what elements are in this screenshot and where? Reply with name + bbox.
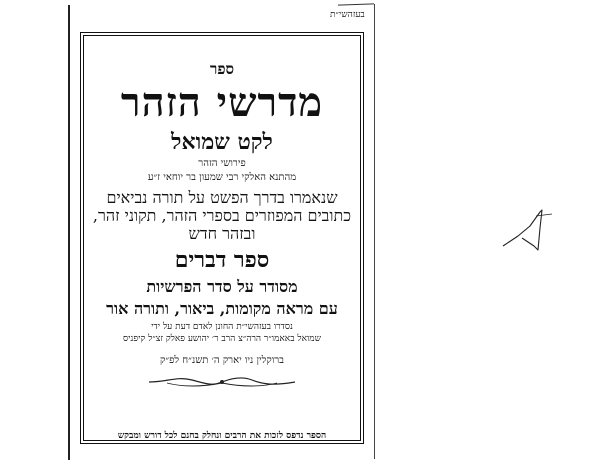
arranged-line: מסודר על סדר הפרשיות: [146, 276, 298, 296]
section-title: ספר דברים: [174, 246, 270, 273]
handwritten-scribble-icon: [500, 206, 560, 254]
top-blessing-note: בעזהשי״ת: [330, 10, 365, 20]
book-subtitle: לקט שמואל: [171, 129, 273, 155]
footer-note: הספר נדפס לזכות את הרבים ונחלק בחנם לכל דורש ומבקש: [117, 431, 327, 441]
title-page-content: [82, 34, 362, 390]
book-title: מדרשי הזהר: [120, 79, 324, 126]
page-right-edge: [374, 4, 375, 459]
ornament-divider-icon: [147, 374, 297, 390]
page-top-edge: [338, 3, 374, 6]
sefer-label: ספר: [209, 60, 235, 78]
attribution-line: מהתנא האלקי רבי שמעון בר יוחאי ז״ע: [147, 172, 297, 183]
features-line: עם מראה מקומות, ביאור, ותורה אור: [106, 298, 338, 318]
author-line: שמואל באאמו״ר הרה״צ הרב ר׳ יהושע פאלק זצ״ל קיפניס: [122, 333, 322, 344]
description-text: שנאמרו בדרך הפשט על תורה נביאים כתובים המפוזרים בספרי הזהר, תקוני זהר, ובזהר חדש: [92, 188, 352, 243]
commentary-line: פירושי הזהר: [198, 158, 246, 169]
compiled-by-line: נסדרו בעזהשי״ת החונן לאדם דעת על ידי: [151, 321, 293, 332]
page-left-edge: [68, 5, 70, 460]
place-date-line: ברוקלין ניו יארק ה׳ תשנ״ח לפ״ק: [160, 354, 284, 366]
